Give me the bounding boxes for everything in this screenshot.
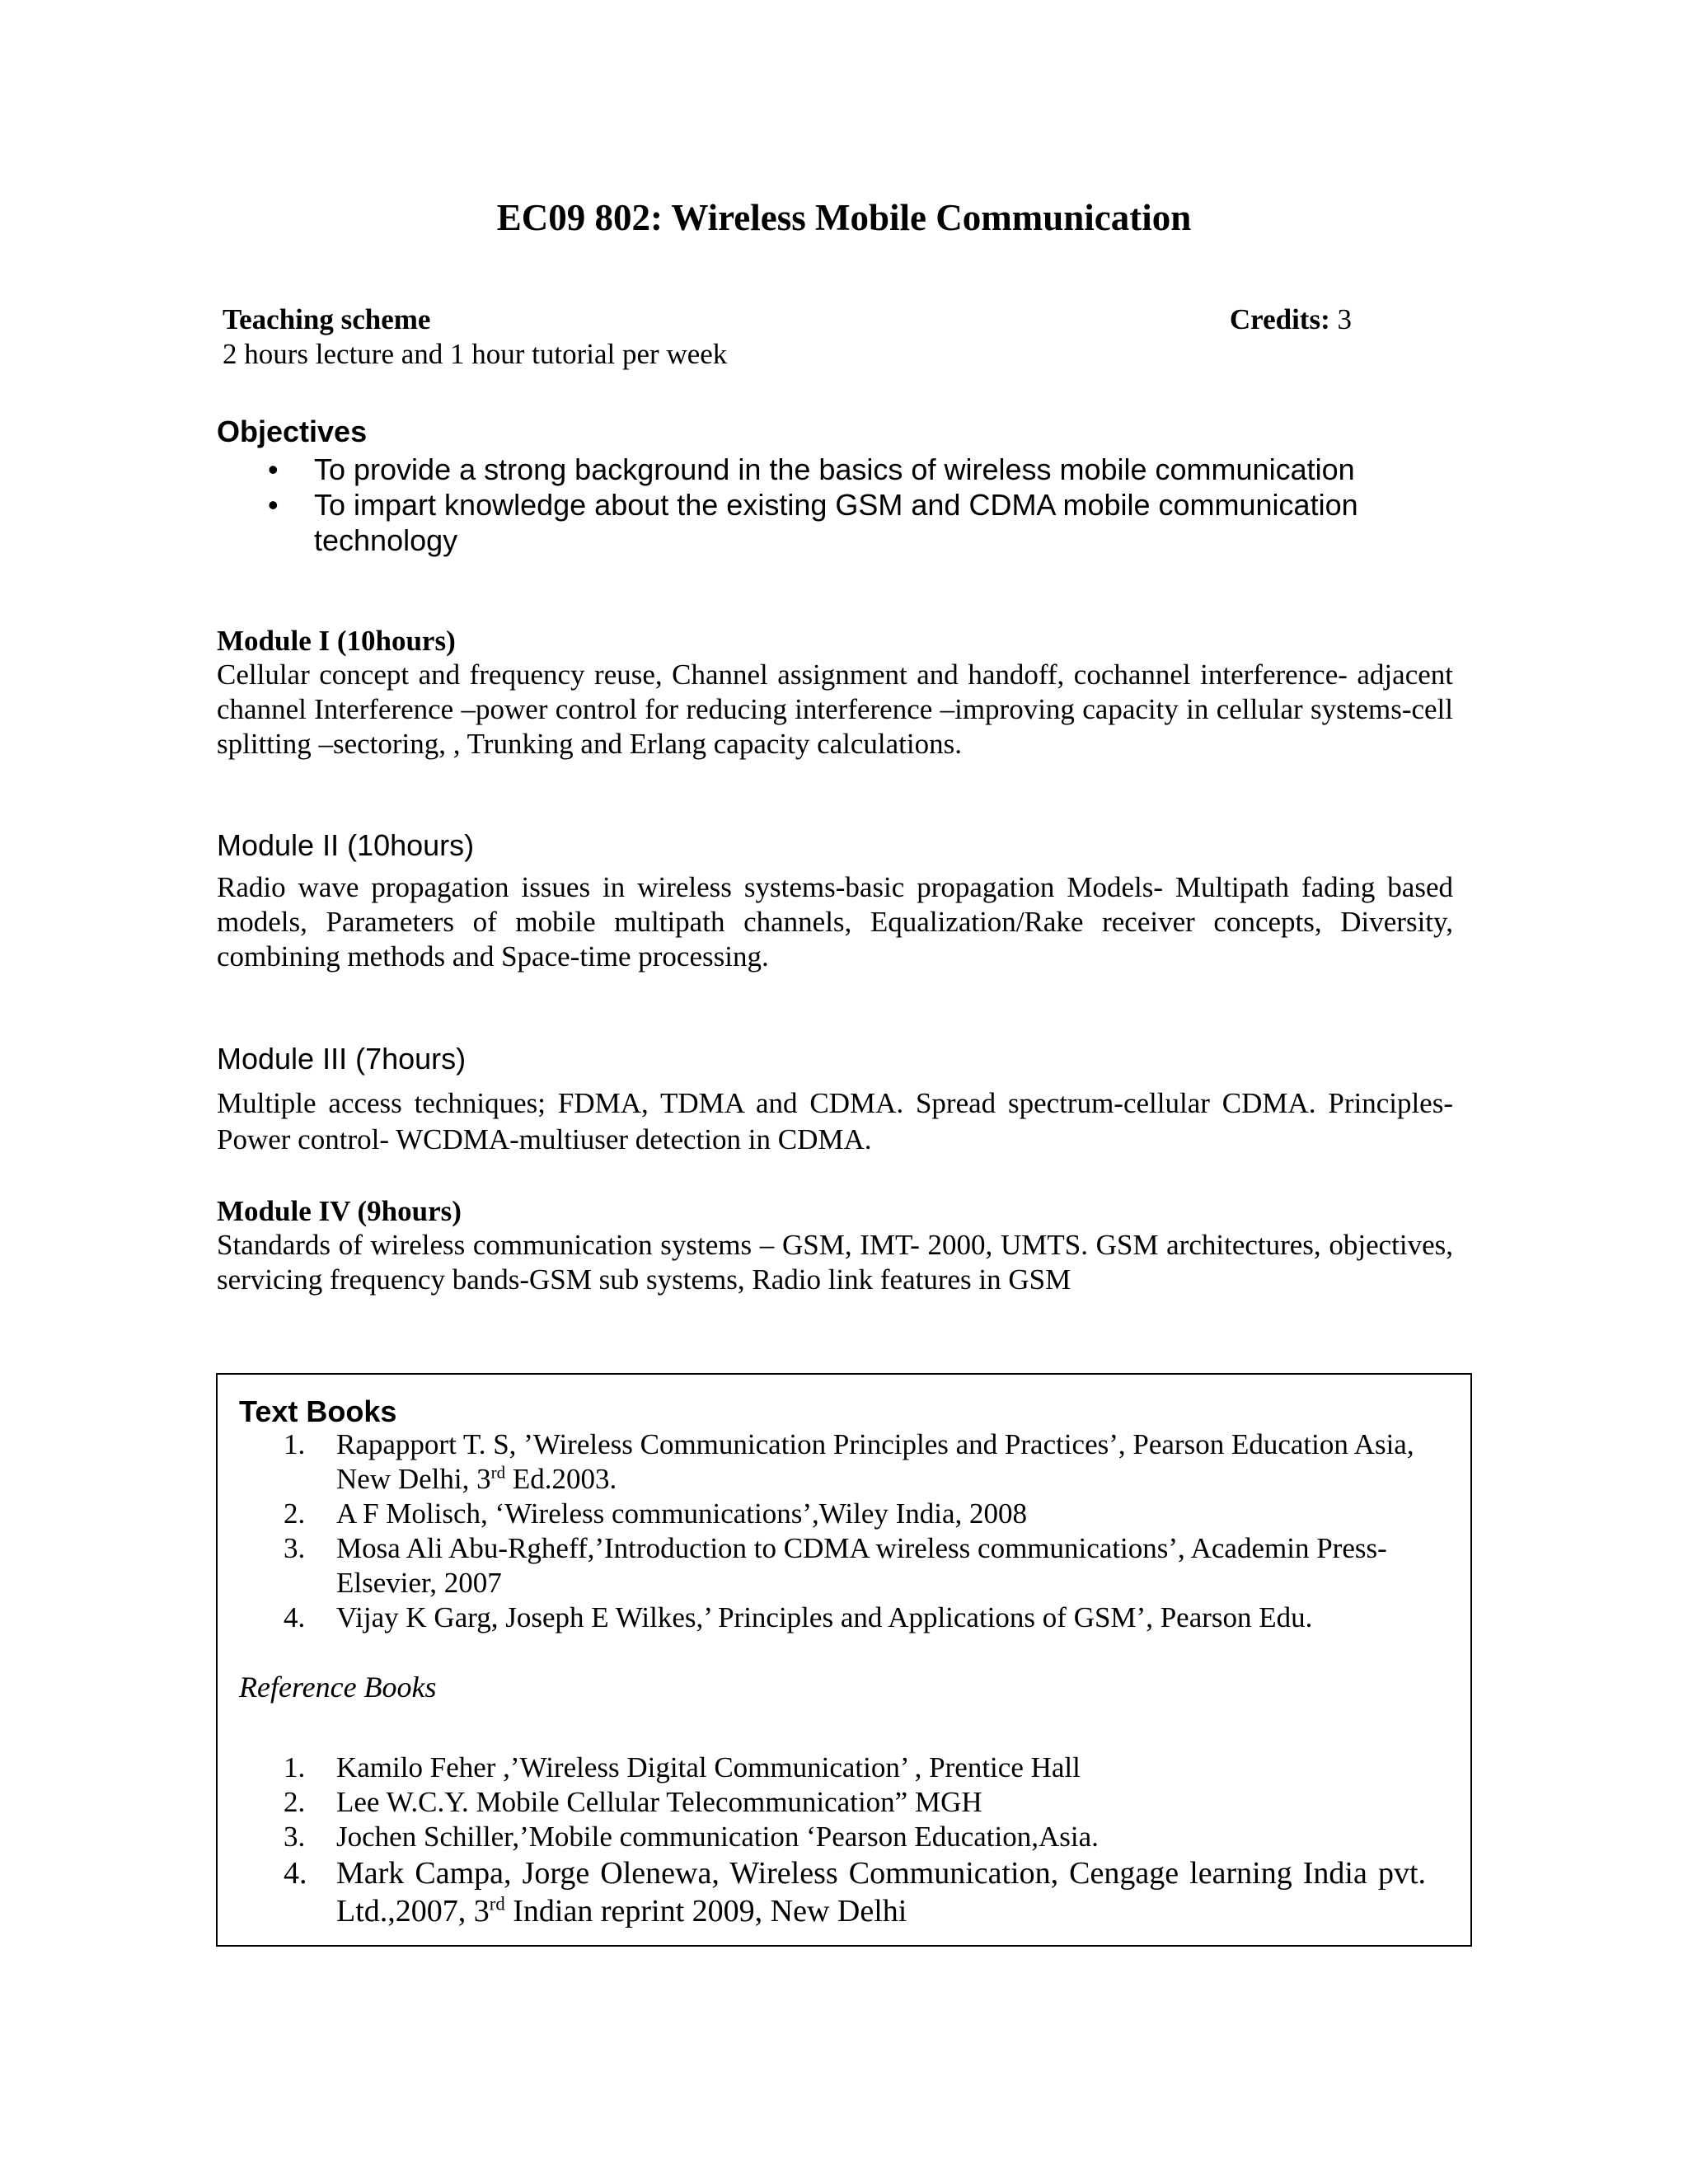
item-number: 4.	[284, 1856, 307, 1891]
module-3-body: Multiple access techniques; FDMA, TDMA and CDMA. Spread spectrum-cellular CDMA. Principles- Power control- WCDMA-multiuser detection in CDMA.	[217, 1087, 1453, 1155]
module-4-body: Standards of wireless communication systems – GSM, IMT- 2000, UMTS. GSM architectures, objectives, servicing frequency bands-GSM sub systems, Radio link features in GSM	[217, 1229, 1453, 1296]
text-book-text: Rapapport T. S, ’Wireless Communication Principles and Practices’, Pearson Education Asia, New Delhi, 3	[336, 1428, 1414, 1495]
text-book-item	[239, 1427, 1426, 1497]
objective-text: To provide a strong background in the basics of wireless mobile communication	[314, 452, 1355, 486]
module-2-heading: Module II (10hours)	[217, 828, 475, 862]
objectives-list	[217, 452, 1453, 558]
credits-label: Credits:	[1229, 303, 1330, 335]
ordinal-suffix: rd	[489, 1893, 505, 1915]
text-book-item	[239, 1497, 1426, 1531]
module-1-heading: Module I (10hours)	[217, 625, 456, 657]
reference-book-text: Lee W.C.Y. Mobile Cellular Telecommunication” MGH	[336, 1786, 982, 1818]
reference-books-heading: Reference Books	[239, 1671, 437, 1704]
reference-book-item	[239, 1785, 1426, 1820]
objective-text: To impart knowledge about the existing GSM and CDMA mobile communication technology	[314, 488, 1358, 557]
item-number: 1.	[284, 1428, 306, 1460]
reference-book-item	[239, 1854, 1426, 1930]
ordinal-suffix: rd	[490, 1462, 506, 1483]
text-book-item	[239, 1531, 1426, 1601]
reference-book-item	[239, 1750, 1426, 1785]
credits-value: 3	[1337, 303, 1352, 335]
reference-books-list	[239, 1750, 1426, 1930]
reference-book-text: Kamilo Feher ,’Wireless Digital Communication’ , Prentice Hall	[336, 1751, 1081, 1783]
module-3-heading: Module III (7hours)	[217, 1042, 467, 1076]
text-book-text: Vijay K Garg, Joseph E Wilkes,’ Principles and Applications of GSM’, Pearson Edu.	[336, 1601, 1313, 1633]
item-number: 2.	[284, 1497, 306, 1530]
bullet-icon: •	[268, 452, 279, 486]
objective-item	[217, 487, 1453, 558]
teaching-scheme-row	[223, 303, 1352, 336]
text-books-list	[239, 1427, 1426, 1635]
item-number: 3.	[284, 1532, 306, 1564]
teaching-scheme-label: Teaching scheme	[223, 303, 431, 335]
item-number: 3.	[284, 1821, 306, 1853]
books-box	[216, 1373, 1472, 1947]
item-number: 1.	[284, 1751, 306, 1783]
reference-book-text: Jochen Schiller,’Mobile communication ‘Pearson Education,Asia.	[336, 1821, 1099, 1853]
bullet-icon: •	[268, 488, 279, 522]
objective-item	[217, 452, 1453, 487]
text-book-text-end: Ed.2003.	[505, 1463, 617, 1495]
module-2-body: Radio wave propagation issues in wireless systems-basic propagation Models- Multipath fading based models, Parameters of mobile multipath channels, Equalization/Rake receiver concepts, Diversity, combining methods and Space-time processing.	[217, 871, 1453, 972]
module-4-heading: Module IV (9hours)	[217, 1195, 462, 1227]
text-book-text: Mosa Ali Abu-Rgheff,’Introduction to CDMA wireless communications’, Academin Press- Elsevier, 2007	[336, 1532, 1387, 1599]
text-book-item	[239, 1601, 1426, 1635]
item-number: 4.	[284, 1601, 306, 1633]
teaching-scheme-detail: 2 hours lecture and 1 hour tutorial per week	[223, 338, 728, 370]
reference-book-text-end: Indian reprint 2009, New Delhi	[504, 1894, 907, 1929]
objectives-heading: Objectives	[217, 415, 368, 448]
text-books-heading: Text Books	[239, 1394, 397, 1428]
item-number: 2.	[284, 1786, 306, 1818]
reference-book-item	[239, 1820, 1426, 1854]
text-book-text: A F Molisch, ‘Wireless communications’,Wiley India, 2008	[336, 1497, 1028, 1530]
credits	[1230, 303, 1352, 336]
reference-book-text: Mark Campa, Jorge Olenewa, Wireless Communication, Cengage learning India pvt. Ltd.,2007, 3	[336, 1856, 1426, 1929]
page-title: EC09 802: Wireless Mobile Communication	[496, 197, 1192, 238]
module-1-body: Cellular concept and frequency reuse, Channel assignment and handoff, cochannel interference- adjacent channel Interference –power control for reducing interference –improving capacity in cellular systems-cell splitting –sectoring, , Trunking and Erlang capacity calculations.	[217, 658, 1453, 760]
